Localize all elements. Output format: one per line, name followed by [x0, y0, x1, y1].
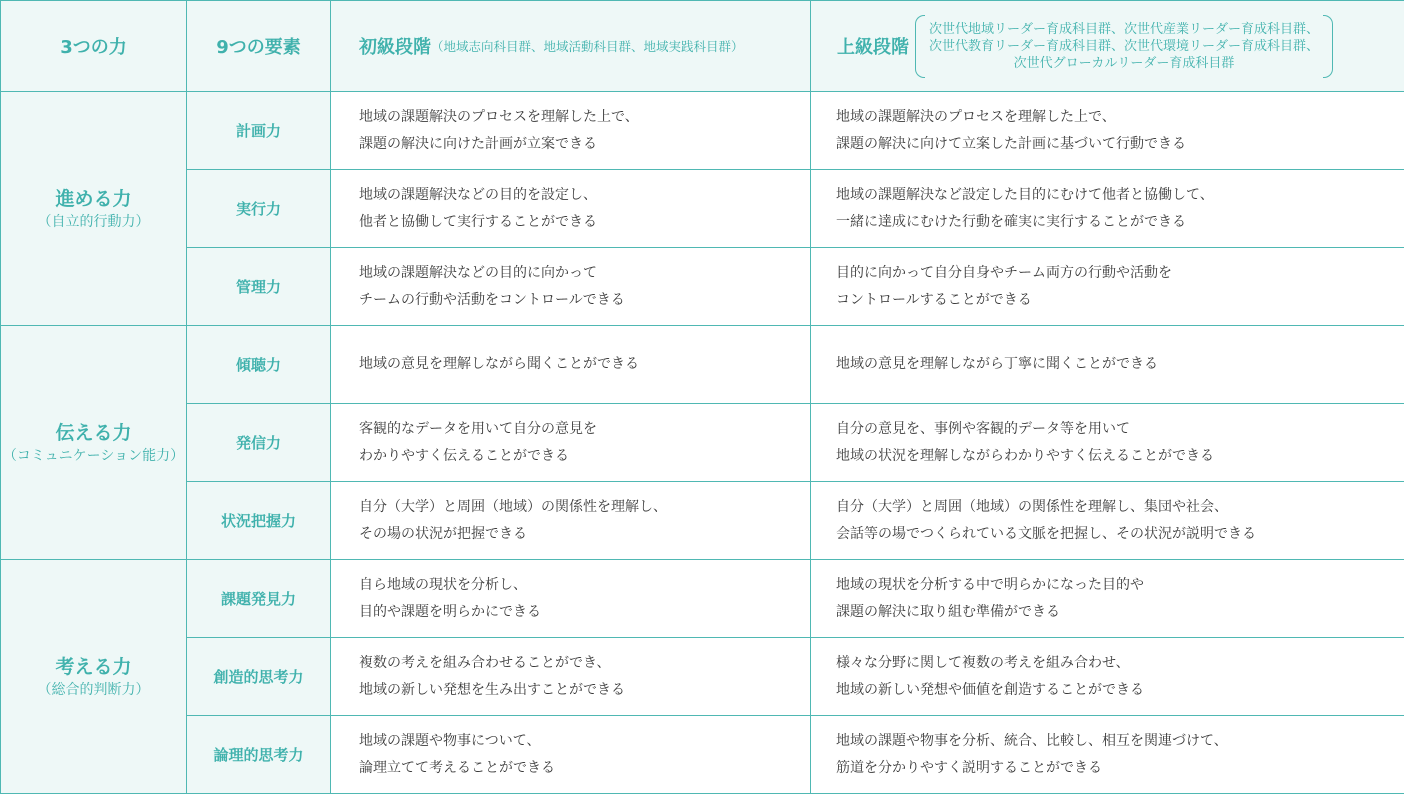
header-beginner-stage — [331, 1, 811, 92]
table-row — [1, 170, 1404, 248]
advanced-subjects — [915, 19, 1333, 74]
group-name: 進める力 — [1, 186, 186, 212]
beginner-description — [331, 638, 811, 716]
description-line: わかりやすく伝えることができる — [359, 443, 810, 470]
header-row — [1, 1, 1404, 92]
table-row — [1, 404, 1404, 482]
description-line: 課題の解決に取り組む準備ができる — [836, 599, 1404, 626]
beginner-subjects: （地域志向科目群、地域活動科目群、地域実践科目群） — [431, 39, 744, 54]
table-row — [1, 716, 1404, 794]
beginner-description — [331, 92, 811, 170]
beginner-description — [331, 170, 811, 248]
description-line: 自ら地域の現状を分析し、 — [359, 572, 810, 599]
advanced-description — [811, 560, 1404, 638]
beginner-description — [331, 482, 811, 560]
element-name: 管理力 — [187, 248, 331, 326]
description-line: 地域の状況を理解しながらわかりやすく伝えることができる — [836, 443, 1404, 470]
table-row — [1, 248, 1404, 326]
table-row — [1, 482, 1404, 560]
description-line: 地域の課題や物事を分析、統合、比較し、相互を関連づけて、 — [836, 728, 1404, 755]
description-line: 地域の意見を理解しながら丁寧に聞くことができる — [836, 351, 1404, 378]
description-line: 地域の新しい発想を生み出すことができる — [359, 677, 810, 704]
description-line: 地域の課題解決などの目的を設定し、 — [359, 182, 810, 209]
description-line: 他者と協働して実行することができる — [359, 209, 810, 236]
beginner-description — [331, 560, 811, 638]
table-row — [1, 326, 1404, 404]
description-line: 複数の考えを組み合わせることができ、 — [359, 650, 810, 677]
advanced-description — [811, 248, 1404, 326]
element-name: 創造的思考力 — [187, 638, 331, 716]
header-three-powers: 3つの力 — [1, 1, 187, 92]
advanced-description — [811, 638, 1404, 716]
table-row — [1, 638, 1404, 716]
group-subtitle: （総合的判断力） — [1, 680, 186, 700]
element-name: 計画力 — [187, 92, 331, 170]
group-name: 伝える力 — [1, 420, 186, 446]
group-name: 考える力 — [1, 654, 186, 680]
description-line: 客観的なデータを用いて自分の意見を — [359, 416, 810, 443]
group-cell-susumeru — [1, 92, 187, 326]
beginner-description — [331, 248, 811, 326]
description-line: 地域の課題解決のプロセスを理解した上で、 — [836, 104, 1404, 131]
description-line: コントロールすることができる — [836, 287, 1404, 314]
element-name: 課題発見力 — [187, 560, 331, 638]
description-line: 目的や課題を明らかにできる — [359, 599, 810, 626]
advanced-description — [811, 716, 1404, 794]
element-name: 発信力 — [187, 404, 331, 482]
advanced-subjects-line: 次世代地域リーダー育成科目群、次世代産業リーダー育成科目群、 — [929, 21, 1319, 38]
group-cell-kangaeru — [1, 560, 187, 794]
description-line: 地域の課題解決のプロセスを理解した上で、 — [359, 104, 810, 131]
description-line: その場の状況が把握できる — [359, 521, 810, 548]
table-row — [1, 92, 1404, 170]
description-line: 様々な分野に関して複数の考えを組み合わせ、 — [836, 650, 1404, 677]
description-line: 目的に向かって自分自身やチーム両方の行動や活動を — [836, 260, 1404, 287]
beginner-description — [331, 716, 811, 794]
description-line: 地域の課題解決など設定した目的にむけて他者と協働して、 — [836, 182, 1404, 209]
advanced-subjects-line: 次世代教育リーダー育成科目群、次世代環境リーダー育成科目群、 — [929, 38, 1319, 55]
header-advanced-stage — [811, 1, 1404, 92]
beginner-description — [331, 326, 811, 404]
advanced-description — [811, 482, 1404, 560]
group-subtitle: （コミュニケーション能力） — [1, 446, 186, 466]
header-nine-elements: 9つの要素 — [187, 1, 331, 92]
description-line: 自分（大学）と周囲（地域）の関係性を理解し、 — [359, 494, 810, 521]
advanced-description — [811, 326, 1404, 404]
description-line: 地域の現状を分析する中で明らかになった目的や — [836, 572, 1404, 599]
description-line: 論理立てて考えることができる — [359, 755, 810, 782]
element-name: 傾聴力 — [187, 326, 331, 404]
description-line: 地域の課題や物事について、 — [359, 728, 810, 755]
description-line: 会話等の場でつくられている文脈を把握し、その状況が説明できる — [836, 521, 1404, 548]
advanced-description — [811, 92, 1404, 170]
description-line: 地域の課題解決などの目的に向かって — [359, 260, 810, 287]
description-line: 課題の解決に向けた計画が立案できる — [359, 131, 810, 158]
group-subtitle: （自立的行動力） — [1, 212, 186, 232]
advanced-label: 上級段階 — [837, 33, 909, 59]
advanced-description — [811, 170, 1404, 248]
description-line: 課題の解決に向けて立案した計画に基づいて行動できる — [836, 131, 1404, 158]
beginner-label: 初級段階 — [359, 37, 431, 58]
description-line: 筋道を分かりやすく説明することができる — [836, 755, 1404, 782]
description-line: 自分（大学）と周囲（地域）の関係性を理解し、集団や社会、 — [836, 494, 1404, 521]
beginner-description — [331, 404, 811, 482]
element-name: 論理的思考力 — [187, 716, 331, 794]
description-line: 地域の意見を理解しながら聞くことができる — [359, 351, 810, 378]
description-line: 自分の意見を、事例や客観的データ等を用いて — [836, 416, 1404, 443]
description-line: 一緒に達成にむけた行動を確実に実行することができる — [836, 209, 1404, 236]
description-line: 地域の新しい発想や価値を創造することができる — [836, 677, 1404, 704]
description-line: チームの行動や活動をコントロールできる — [359, 287, 810, 314]
group-cell-tsutaeru — [1, 326, 187, 560]
table-row — [1, 560, 1404, 638]
element-name: 状況把握力 — [187, 482, 331, 560]
advanced-subjects-line: 次世代グローカルリーダー育成科目群 — [929, 55, 1319, 72]
advanced-description — [811, 404, 1404, 482]
element-name: 実行力 — [187, 170, 331, 248]
